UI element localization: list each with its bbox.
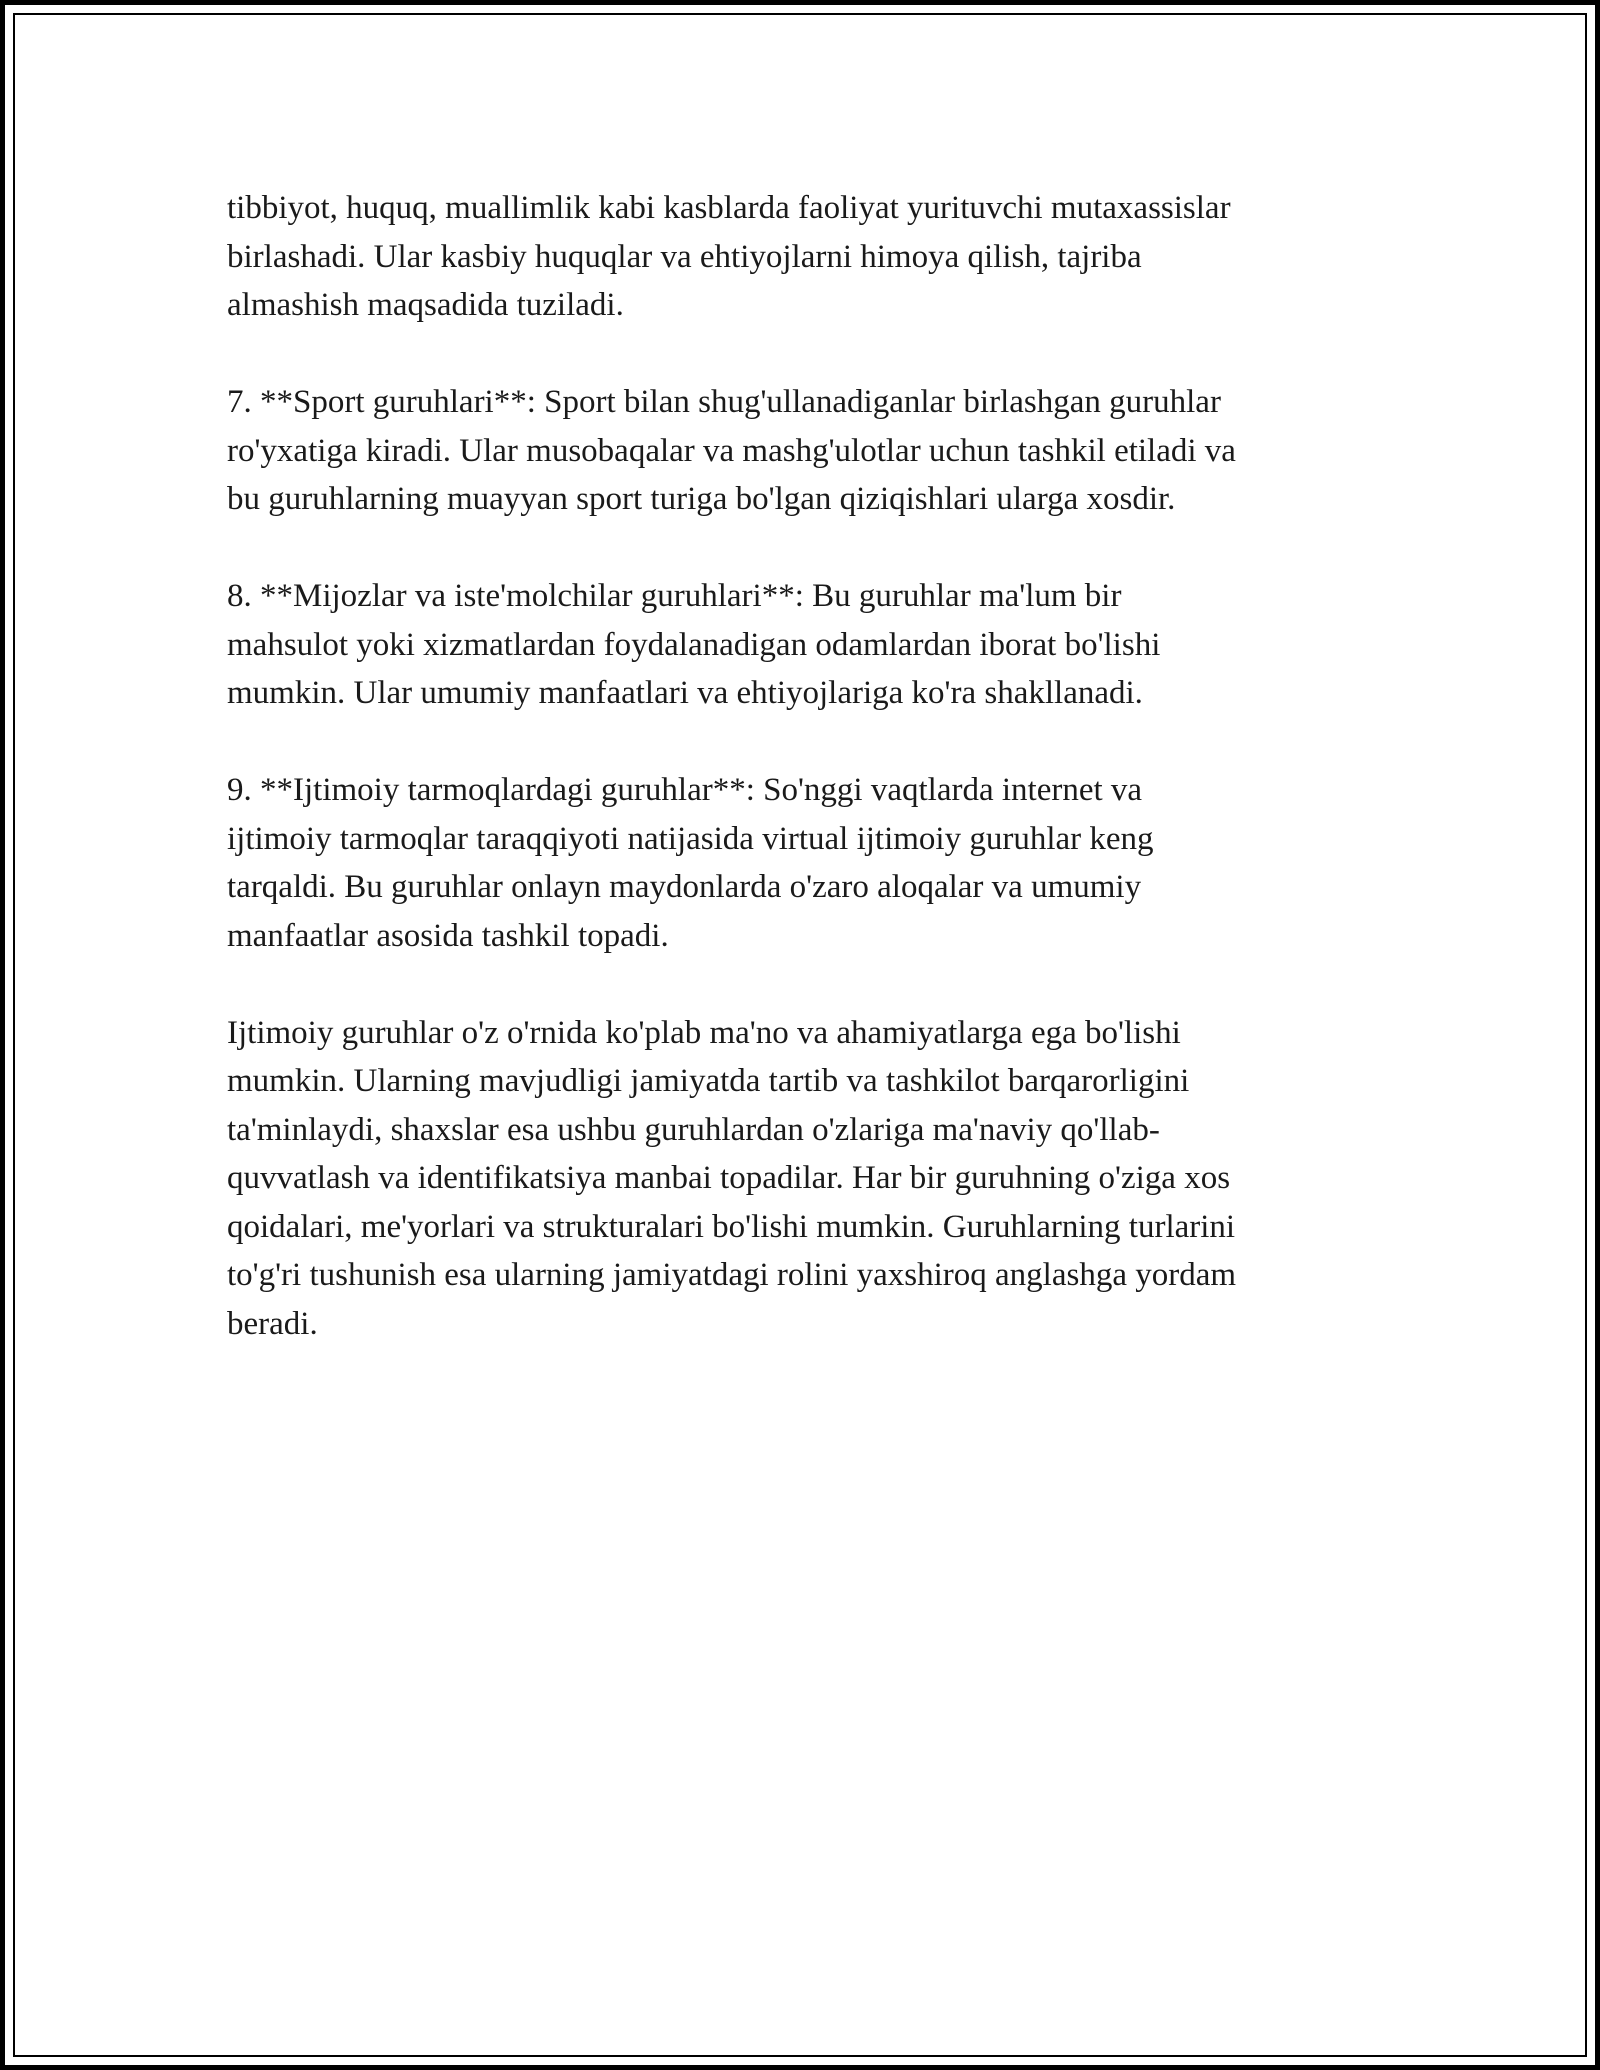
text-line: to'g'ri tushunish esa ularning jamiyatdagi rolini yaxshiroq anglashga yordam [227,1257,1237,1293]
text-line: ta'minlaydi, shaxslar esa ushbu guruhlardan o'zlariga ma'naviy qo'llab- [227,1111,1160,1148]
text-line: 8. **Mijozlar va iste'molchilar guruhlari**: Bu guruhlar ma'lum bir [227,578,1122,614]
paragraph-sport-groups [227,378,1372,524]
text-line: tibbiyot, huquq, muallimlik kabi kasblarda faoliyat yurituvchi mutaxassislar [227,190,1231,226]
text-line: ijtimoiy tarmoqlar taraqqiyoti natijasida virtual ijtimoiy guruhlar keng [227,820,1154,857]
text-line: quvvatlash va identifikatsiya manbai topadilar. Har bir guruhning o'ziga xos [227,1160,1231,1196]
paragraph-consumer-groups [227,572,1372,718]
paragraph-professional-groups [227,184,1372,330]
paragraph-social-network-groups [227,766,1372,960]
text-line: mahsulot yoki xizmatlardan foydalanadigan odamlardan iborat bo'lishi [227,626,1161,663]
text-line: bu guruhlarning muayyan sport turiga bo'lgan qiziqishlari ularga xosdir. [227,481,1176,517]
text-line: beradi. [227,1305,318,1342]
text-line: tarqaldi. Bu guruhlar onlayn maydonlarda o'zaro aloqalar va umumiy [227,869,1142,905]
text-line: qoidalari, me'yorlari va strukturalari bo'lishi mumkin. Guruhlarning turlarini [227,1208,1236,1245]
text-line: manfaatlar asosida tashkil topadi. [227,917,669,954]
document-body [227,184,1372,1397]
text-line: ro'yxatiga kiradi. Ular musobaqalar va mashg'ulotlar uchun tashkil etiladi va [227,432,1236,469]
text-line: mumkin. Ularning mavjudligi jamiyatda tartib va tashkilot barqarorligini [227,1063,1190,1099]
text-line: 9. **Ijtimoiy tarmoqlardagi guruhlar**: So'nggi vaqtlarda internet va [227,772,1143,808]
paragraph-conclusion [227,1009,1372,1349]
text-line: 7. **Sport guruhlari**: Sport bilan shug'ullanadiganlar birlashgan guruhlar [227,384,1221,420]
text-line: almashish maqsadida tuziladi. [227,287,624,323]
text-line: mumkin. Ular umumiy manfaatlari va ehtiyojlariga ko'ra shakllanadi. [227,675,1143,711]
text-line: birlashadi. Ular kasbiy huquqlar va ehtiyojlarni himoya qilish, tajriba [227,238,1142,275]
text-line: Ijtimoiy guruhlar o'z o'rnida ko'plab ma'no va ahamiyatlarga ega bo'lishi [227,1014,1181,1051]
